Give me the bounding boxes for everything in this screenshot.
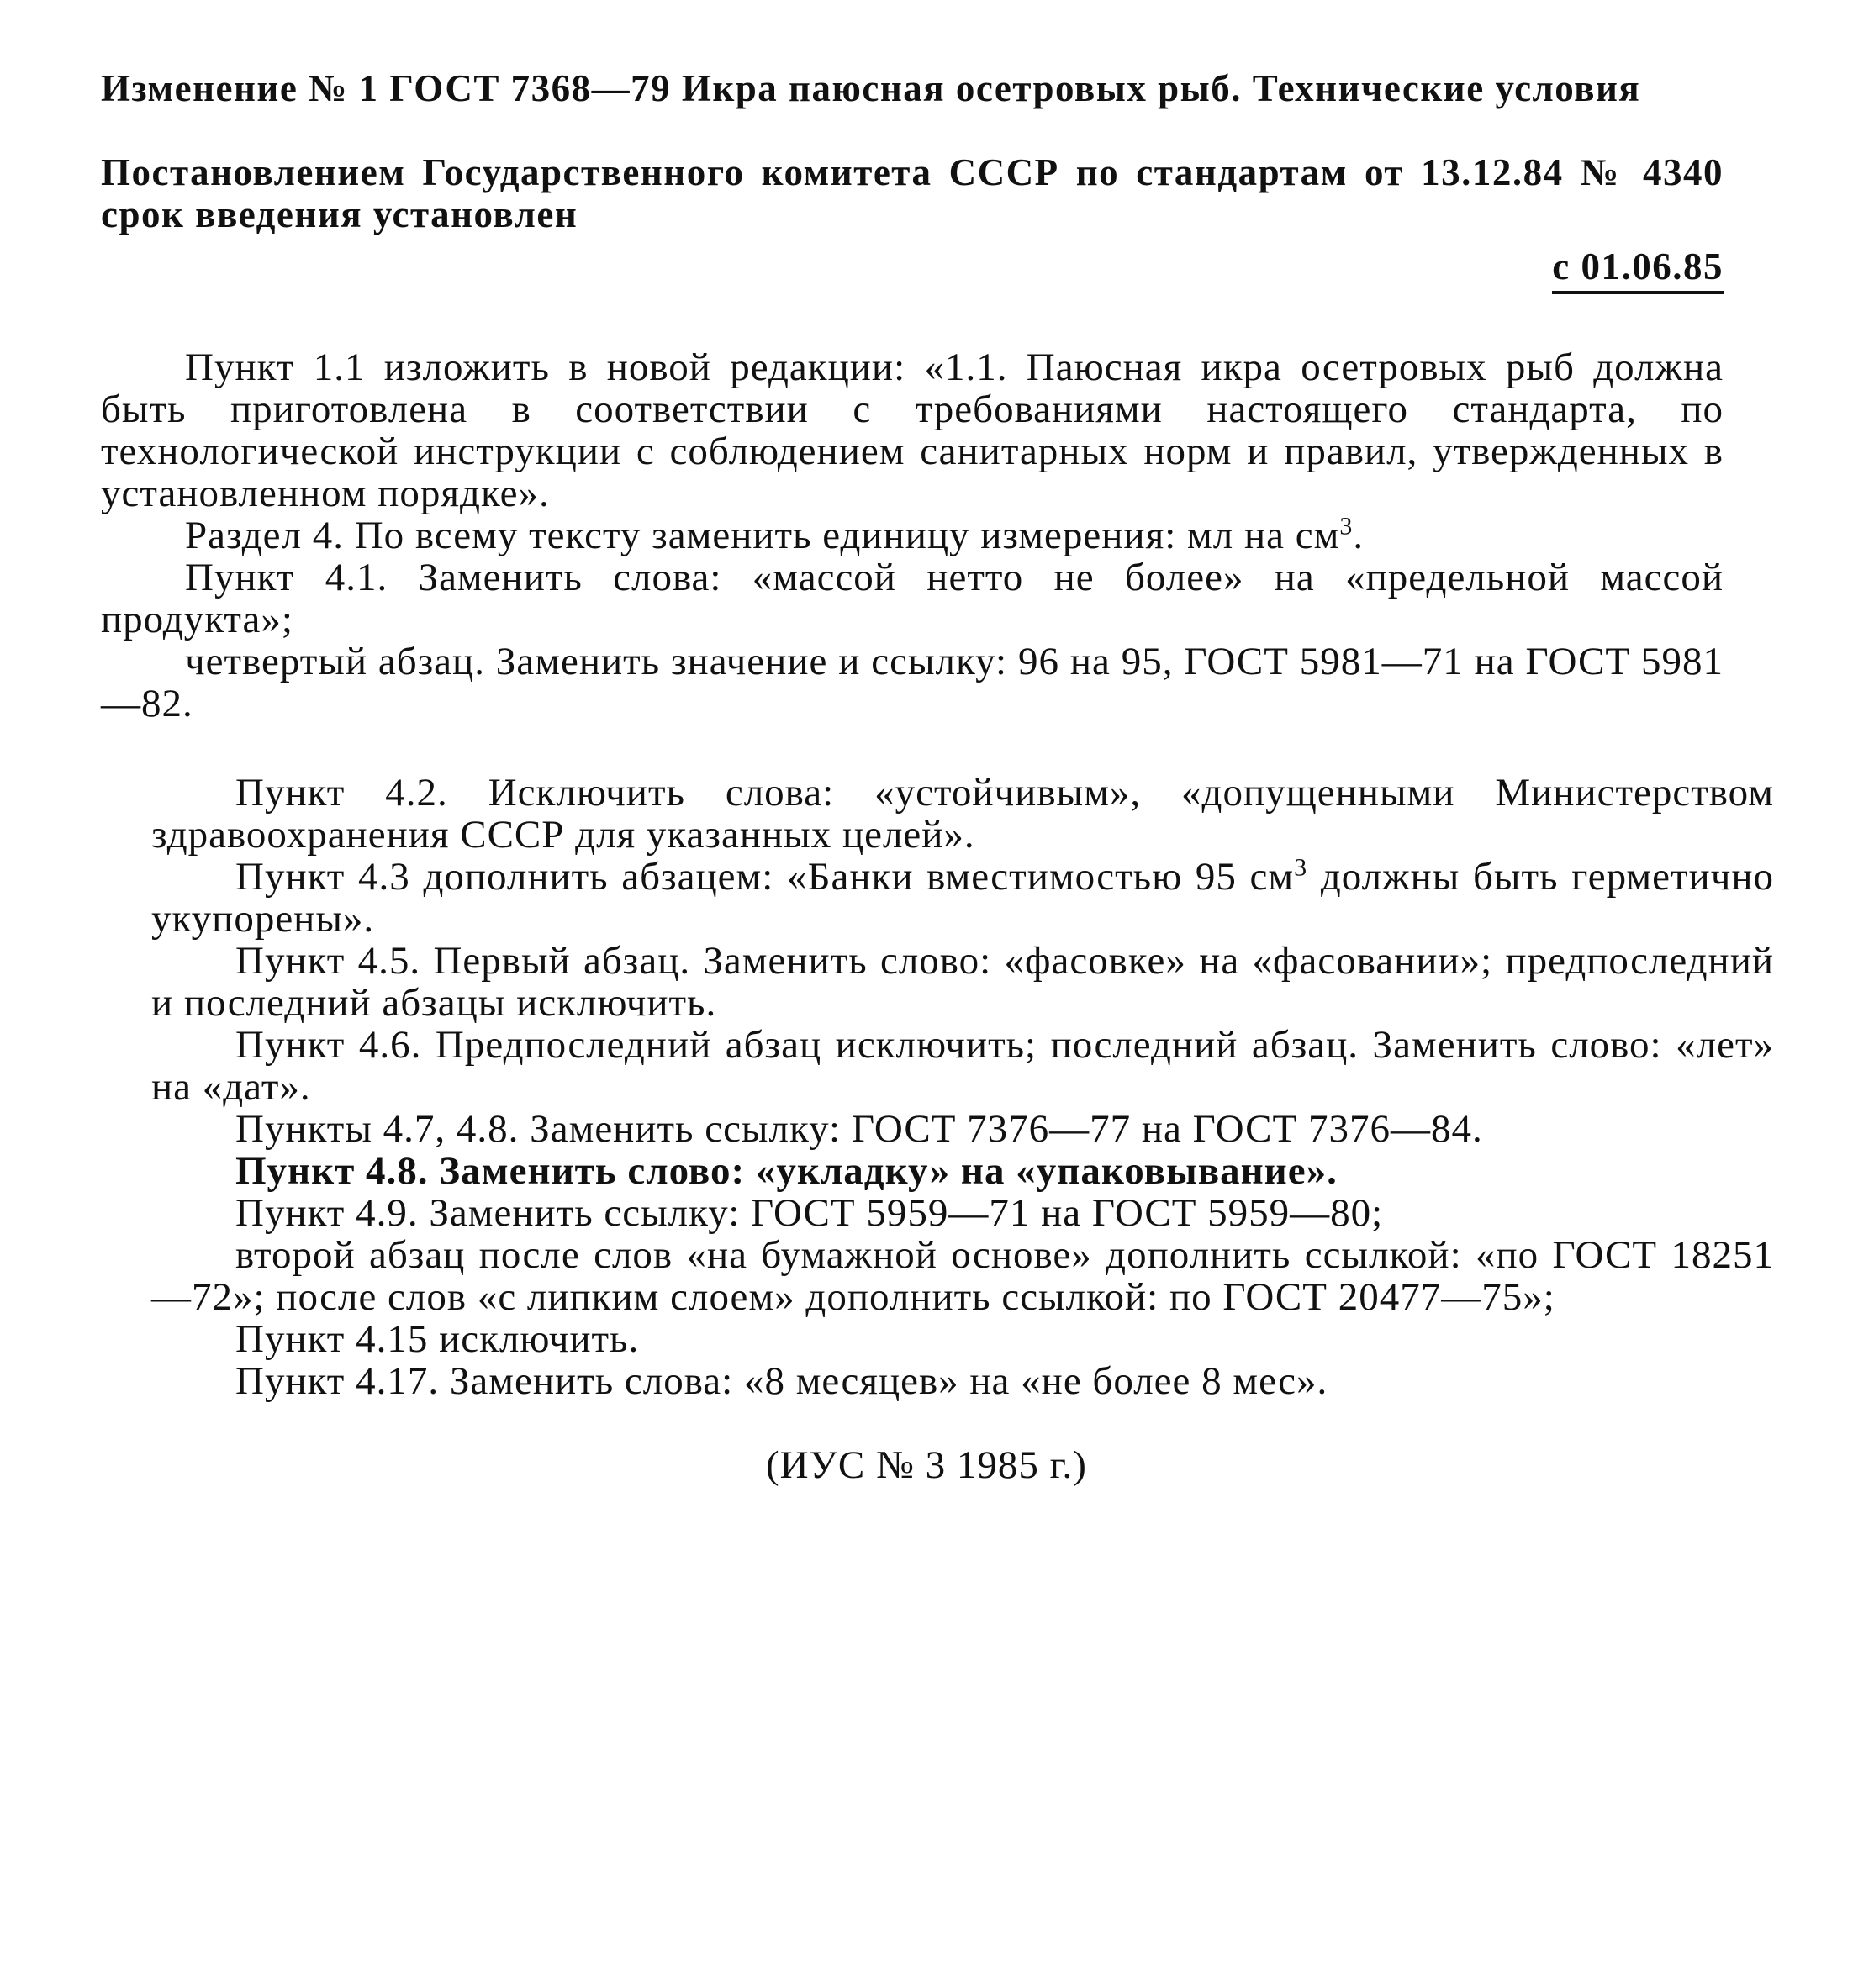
superscript-3: 3 bbox=[1294, 853, 1308, 882]
amendment-section-a bbox=[101, 346, 1724, 725]
paragraph-second-abzac: второй абзац после слов «на бумажной основе» дополнить ссылкой: «по ГОСТ 18251—72»; после слов «с липким слоем» дополнить ссылкой: по ГОСТ 20477—75»; bbox=[151, 1233, 1774, 1319]
superscript-3: 3 bbox=[1339, 512, 1354, 541]
paragraph-item-4-15: Пункт 4.15 исключить. bbox=[235, 1317, 640, 1361]
amendment-title: Изменение № 1 ГОСТ 7368—79 Икра паюсная осетровых рыб. Технические условия bbox=[101, 67, 1641, 109]
paragraph-item-4-9: Пункт 4.9. Заменить ссылку: ГОСТ 5959—71 на ГОСТ 5959—80; bbox=[235, 1191, 1384, 1235]
paragraph-items-4-7-4-8: Пункты 4.7, 4.8. Заменить ссылку: ГОСТ 7376—77 на ГОСТ 7376—84. bbox=[235, 1107, 1483, 1151]
document-header bbox=[101, 67, 1724, 294]
decree-statement: Постановлением Государственного комитета СССР по стандартам от 13.12.84 № 4340 срок введения установлен bbox=[101, 151, 1724, 235]
paragraph-section-4-end: . bbox=[1353, 514, 1365, 557]
paragraph-item-4-1: Пункт 4.1. Заменить слова: «массой нетто не более» на «предельной массой продукта»; bbox=[101, 556, 1724, 641]
paragraph-item-4-3-before: Пункт 4.3 дополнить абзацем: «Банки вместимостью 95 см bbox=[235, 855, 1295, 899]
paragraph-item-4-17: Пункт 4.17. Заменить слова: «8 месяцев» на «не более 8 мес». bbox=[235, 1359, 1328, 1403]
amendment-section-b bbox=[151, 772, 1774, 1402]
effective-date: с 01.06.85 bbox=[1552, 245, 1724, 294]
paragraph-item-4-2: Пункт 4.2. Исключить слова: «устойчивым», «допущенными Министерством здравоохранения СССР для указанных целей». bbox=[151, 771, 1774, 857]
paragraph-item-4-6: Пункт 4.6. Предпоследний абзац исключить; последний абзац. Заменить слово: «лет» на «дат». bbox=[151, 1023, 1774, 1109]
paragraph-section-4-text: Раздел 4. По всему тексту заменить единицу измерения: мл на см bbox=[185, 514, 1340, 557]
effective-date-row bbox=[101, 245, 1724, 294]
paragraph-item-4-8: Пункт 4.8. Заменить слово: «укладку» на «упаковывание». bbox=[235, 1149, 1338, 1193]
paragraph-section-4 bbox=[101, 514, 1724, 556]
paragraph-item-4-5: Пункт 4.5. Первый абзац. Заменить слово: «фасовке» на «фасовании»; предпоследний и последний абзацы исключить. bbox=[151, 939, 1774, 1025]
source-reference: (ИУС № 3 1985 г.) bbox=[766, 1443, 1087, 1487]
paragraph-fourth-abzac: четвертый абзац. Заменить значение и ссылку: 96 на 95, ГОСТ 5981—71 на ГОСТ 5981—82. bbox=[101, 640, 1724, 725]
paragraph-item-1-1: Пункт 1.1 изложить в новой редакции: «1.1. Паюсная икра осетровых рыб должна быть приготовлена в соответствии с требованиями настоящего стандарта, по технологической инструкции с соблюдением санитарных норм и правил, утвержденных в установленном порядке». bbox=[101, 345, 1724, 515]
paragraph-item-4-3-after: должны быть герметично укупорены». bbox=[151, 855, 1774, 941]
paragraph-item-4-3 bbox=[151, 853, 1774, 941]
